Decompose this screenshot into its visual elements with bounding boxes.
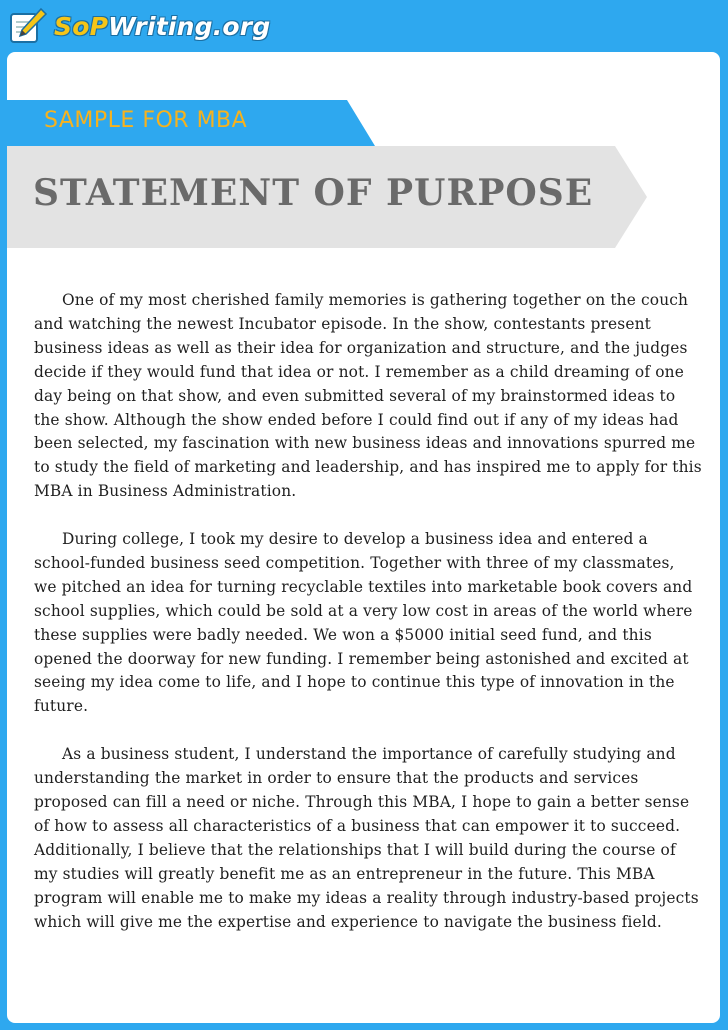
essay-paragraph-2: During college, I took my desire to develop a business idea and entered a school-funded business seed competition. Together with three of my classmates, we pitched an idea for turning recyclable textiles into marketable book covers and school supplies, which could be sold at a very low cost in areas of the world where these supplies were badly needed. We won a $5000 initial seed fund, and this opened the doorway for new funding. I remember being astonished and excited at seeing my idea come to life, and I hope to continue this type of innovation in the future. bbox=[34, 530, 693, 716]
logo-text-prefix: SoP bbox=[54, 11, 109, 41]
header-bar bbox=[0, 0, 728, 52]
notepad-pencil-icon bbox=[8, 6, 48, 46]
page-title: STATEMENT OF PURPOSE bbox=[33, 172, 594, 214]
document-sheet bbox=[7, 52, 720, 1023]
sample-tag: SAMPLE FOR MBA bbox=[44, 108, 248, 133]
essay-paragraph-3: As a business student, I understand the importance of carefully studying and understanding the market in order to ensure that the products and services proposed can fill a need or niche. Through this MBA, I hope to gain a better sense of how to assess all characteristics of a business that can empower it to succeed. Additionally, I believe that the relationships that I will build during the course of my studies will greatly benefit me as an entrepreneur in the future. This MBA program will enable me to make my ideas a reality through industry-based projects which will give me the expertise and experience to navigate the business field. bbox=[34, 745, 699, 931]
site-logo[interactable] bbox=[8, 6, 270, 46]
essay-body bbox=[34, 289, 702, 958]
logo-text-suffix: Writing.org bbox=[108, 11, 271, 41]
site-logo-text bbox=[54, 12, 270, 41]
essay-paragraph-1: One of my most cherished family memories is gathering together on the couch and watching the newest Incubator episode. In the show, contestants present business ideas as well as their idea for organization and structure, and the judges decide if they would fund that idea or not. I remember as a child dreaming of one day being on that show, and even submitted several of my brainstormed ideas to the show. Although the show ended before I could find out if any of my ideas had been selected, my fascination with new business ideas and innovations spurred me to study the field of marketing and leadership, and has inspired me to apply for this MBA in Business Administration. bbox=[34, 291, 702, 501]
